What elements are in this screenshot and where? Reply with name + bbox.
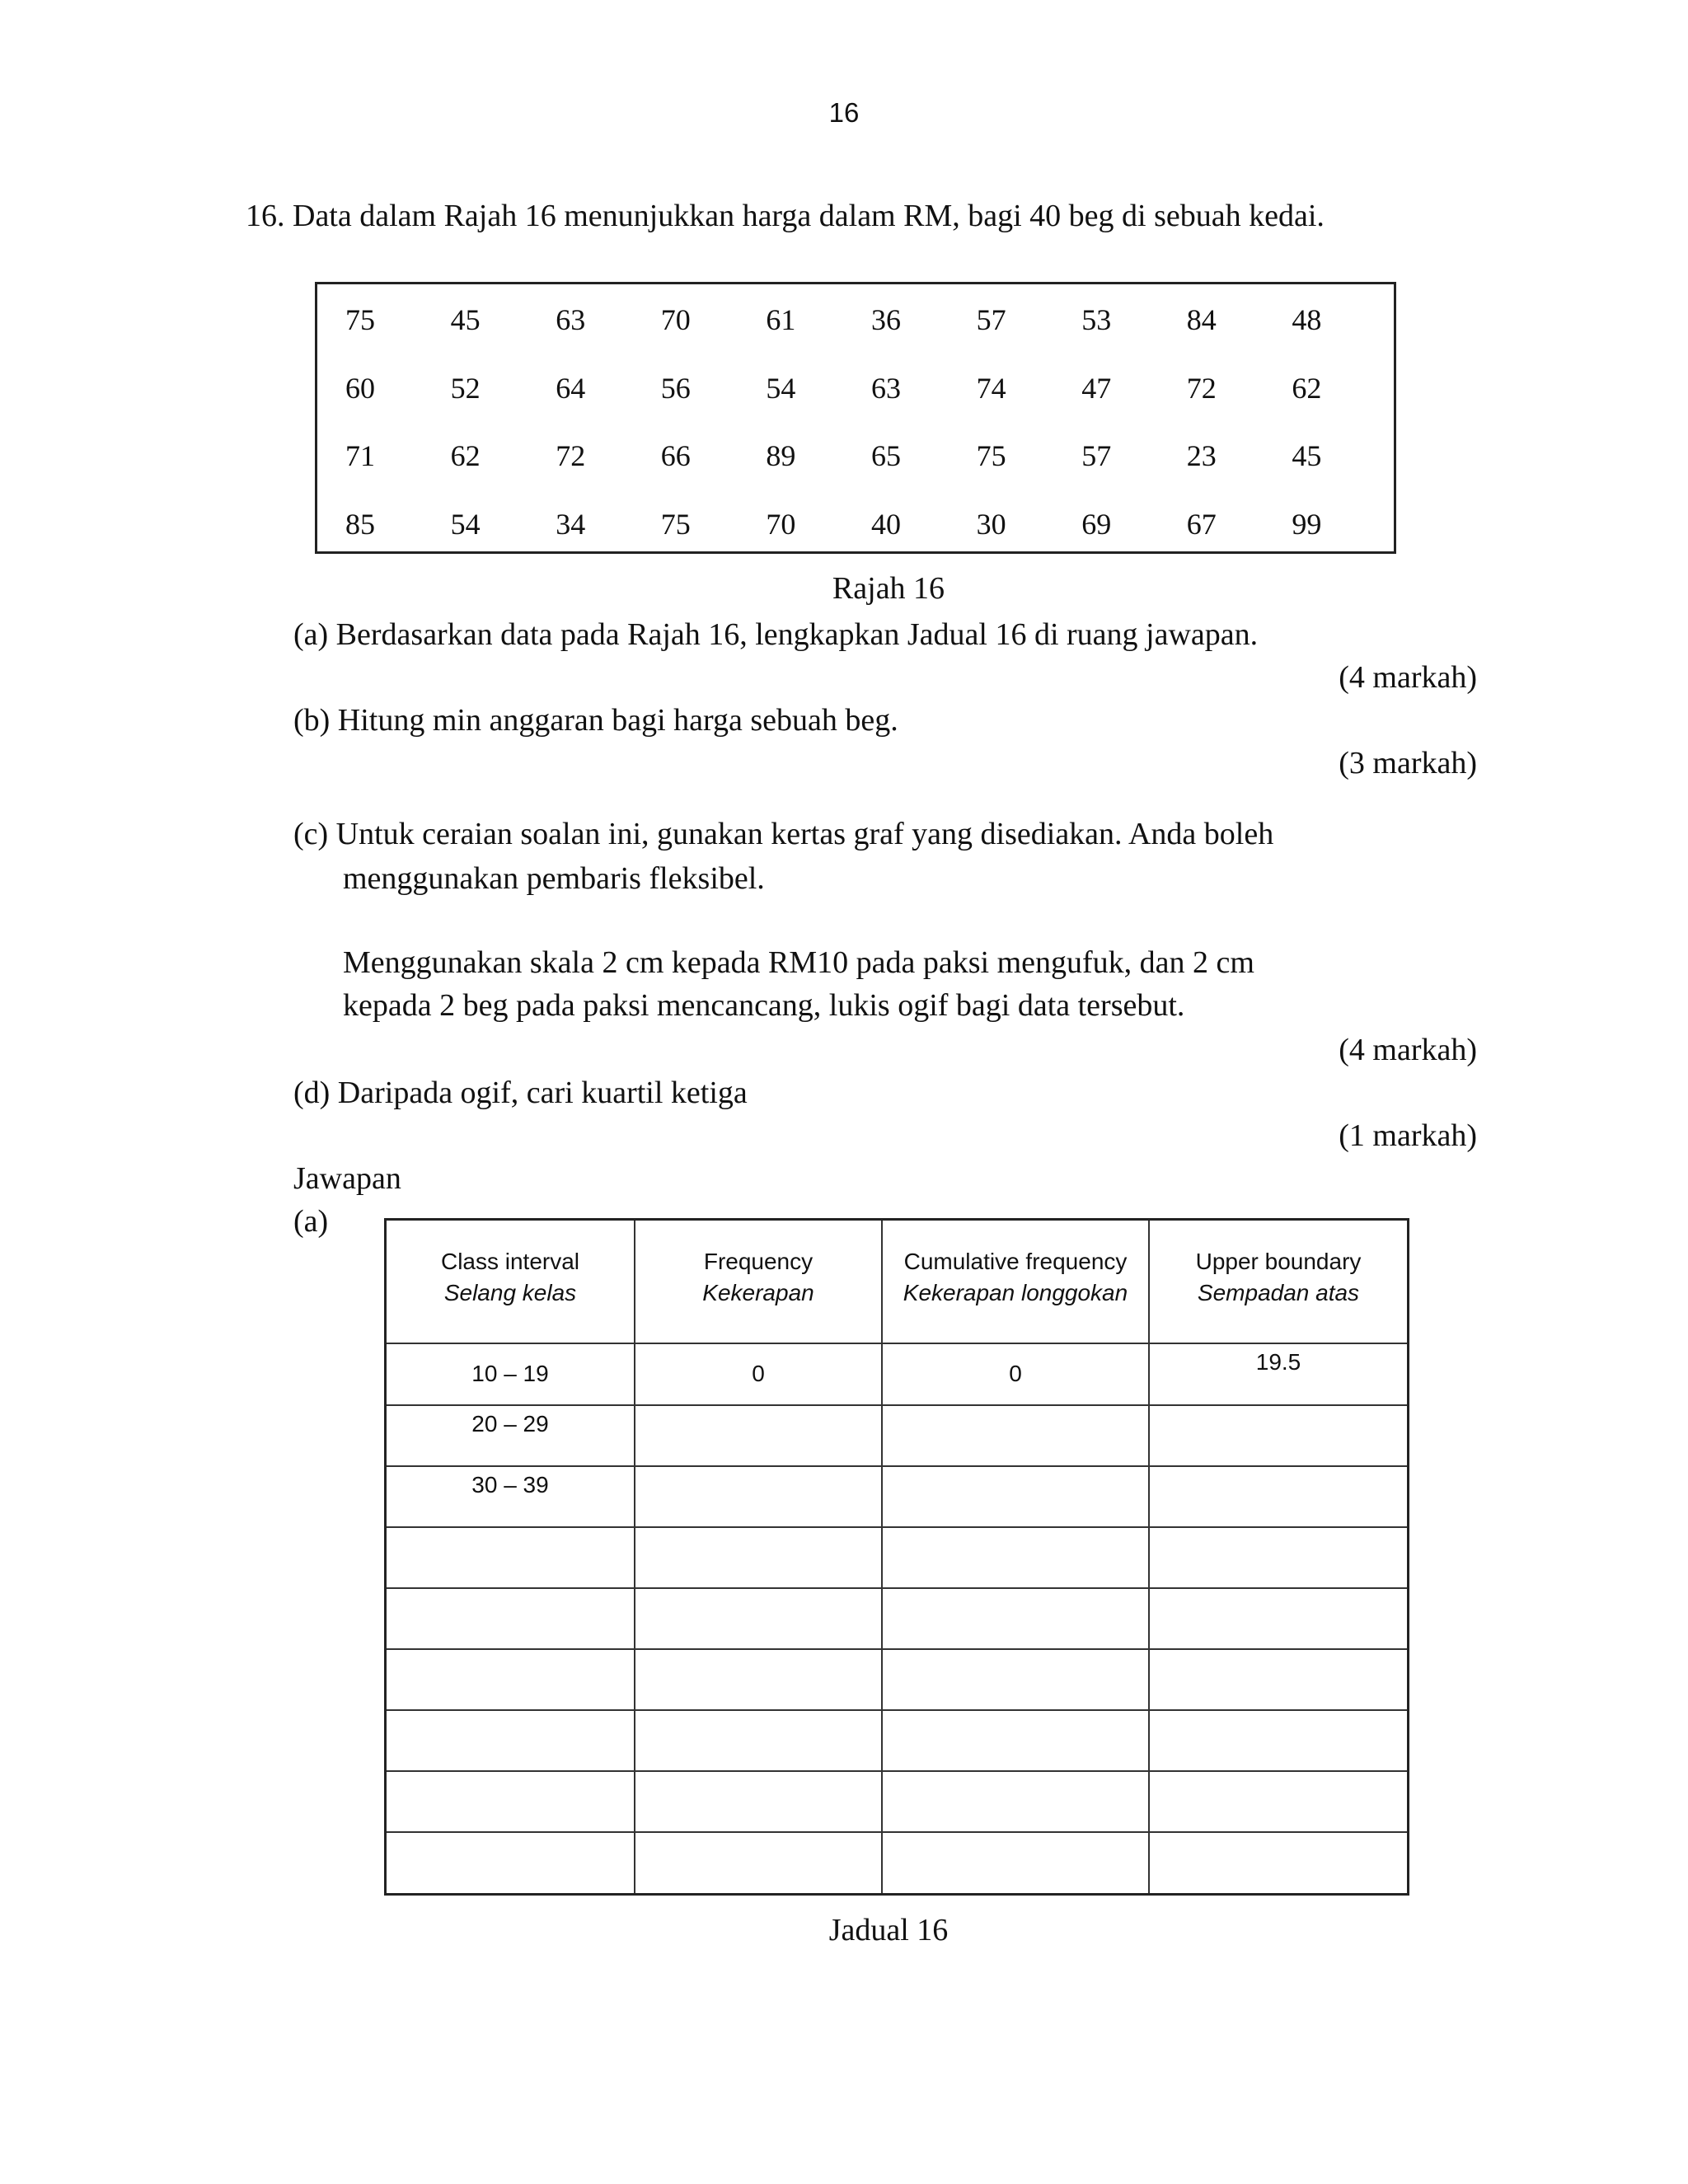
data-value: 63	[870, 371, 901, 405]
part-b-text: (b) Hitung min anggaran bagi harga sebuah beg.	[293, 703, 898, 738]
table-cell-class[interactable]	[387, 1528, 635, 1589]
data-value: 57	[976, 303, 1006, 337]
part-a-marks: (4 markah)	[1339, 660, 1477, 695]
data-value: 61	[766, 303, 796, 337]
data-value: 85	[345, 507, 375, 541]
data-value: 75	[345, 303, 375, 337]
table-cell-frequency[interactable]	[635, 1528, 883, 1589]
data-value: 48	[1292, 303, 1322, 337]
data-value: 54	[450, 507, 481, 541]
table-cell-cumulative[interactable]	[883, 1406, 1150, 1467]
table-cell-cumulative[interactable]	[883, 1772, 1150, 1833]
header-upper-boundary	[1150, 1221, 1407, 1344]
header-ms: Selang kelas	[443, 1280, 577, 1305]
table-cell-frequency[interactable]	[635, 1467, 883, 1528]
table-cell-frequency[interactable]	[635, 1650, 883, 1711]
data-figure	[315, 282, 1396, 554]
table-cell-cumulative[interactable]	[883, 1711, 1150, 1772]
table-cell-cumulative[interactable]	[883, 1528, 1150, 1589]
answer-part-label: (a)	[293, 1204, 329, 1239]
table-cell-frequency[interactable]	[635, 1772, 883, 1833]
table-cell-cumulative[interactable]	[883, 1833, 1150, 1893]
table-cell-upper-boundary[interactable]	[1150, 1772, 1407, 1833]
header-cumulative-frequency	[883, 1221, 1150, 1344]
data-value: 89	[766, 439, 796, 473]
header-en: Class interval	[440, 1249, 580, 1274]
data-value: 69	[1081, 507, 1112, 541]
data-value: 57	[1081, 439, 1112, 473]
table-cell-upper-boundary[interactable]	[1150, 1406, 1407, 1467]
table-cell-cumulative[interactable]	[883, 1650, 1150, 1711]
data-value: 62	[1292, 371, 1322, 405]
answer-heading: Jawapan	[293, 1161, 401, 1196]
part-b-marks: (3 markah)	[1339, 746, 1477, 780]
part-c-marks: (4 markah)	[1339, 1033, 1477, 1067]
question-intro: 16. Data dalam Rajah 16 menunjukkan harga dalam RM, bagi 40 beg di sebuah kedai.	[246, 199, 1325, 233]
data-value: 64	[556, 371, 586, 405]
table-cell-upper-boundary[interactable]	[1150, 1467, 1407, 1528]
table-cell-cumulative[interactable]	[883, 1467, 1150, 1528]
data-value: 45	[450, 303, 481, 337]
table-cell-frequency: 0	[635, 1344, 883, 1406]
table-cell-frequency[interactable]	[635, 1406, 883, 1467]
table-cell-frequency[interactable]	[635, 1589, 883, 1650]
data-value: 53	[1081, 303, 1112, 337]
data-value: 65	[870, 439, 901, 473]
table-cell-upper-boundary[interactable]	[1150, 1833, 1407, 1893]
table-cell-class[interactable]	[387, 1711, 635, 1772]
data-grid	[340, 284, 1392, 556]
data-value: 56	[660, 371, 691, 405]
table-cell-upper-boundary[interactable]	[1150, 1650, 1407, 1711]
figure-caption: Rajah 16	[832, 571, 945, 606]
table-cell-cumulative[interactable]	[883, 1589, 1150, 1650]
part-d-text: (d) Daripada ogif, cari kuartil ketiga	[293, 1076, 748, 1110]
data-value: 75	[660, 507, 691, 541]
data-value: 71	[345, 439, 375, 473]
header-en: Frequency	[703, 1249, 814, 1274]
header-ms: Kekerapan	[702, 1280, 814, 1305]
data-value: 63	[556, 303, 586, 337]
table-cell-upper-boundary[interactable]	[1150, 1711, 1407, 1772]
data-value: 70	[766, 507, 796, 541]
table-cell-class[interactable]	[387, 1772, 635, 1833]
table-cell-upper-boundary[interactable]	[1150, 1589, 1407, 1650]
data-value: 54	[766, 371, 796, 405]
part-c-line4: kepada 2 beg pada paksi mencancang, lukis ogif bagi data tersebut.	[343, 988, 1185, 1023]
table-caption: Jadual 16	[828, 1913, 949, 1947]
header-frequency	[635, 1221, 883, 1344]
data-value: 40	[870, 507, 901, 541]
part-d-marks: (1 markah)	[1339, 1118, 1477, 1153]
data-value: 45	[1292, 439, 1322, 473]
data-value: 34	[556, 507, 586, 541]
data-value: 84	[1186, 303, 1217, 337]
data-value: 23	[1186, 439, 1217, 473]
part-a-text: (a) Berdasarkan data pada Rajah 16, lengkapkan Jadual 16 di ruang jawapan.	[293, 617, 1259, 652]
table-cell-class: 20 – 29	[387, 1406, 635, 1467]
header-en: Upper boundary	[1195, 1249, 1362, 1274]
data-value: 30	[976, 507, 1006, 541]
part-c-line2: menggunakan pembaris fleksibel.	[343, 861, 765, 896]
answer-table	[384, 1218, 1409, 1896]
data-value: 72	[1186, 371, 1217, 405]
data-value: 75	[976, 439, 1006, 473]
table-cell-class[interactable]	[387, 1650, 635, 1711]
part-c-line3: Menggunakan skala 2 cm kepada RM10 pada paksi mengufuk, dan 2 cm	[343, 945, 1254, 980]
data-value: 66	[660, 439, 691, 473]
data-value: 36	[870, 303, 901, 337]
data-value: 74	[976, 371, 1006, 405]
table-cell-upper-boundary[interactable]	[1150, 1528, 1407, 1589]
data-value: 67	[1186, 507, 1217, 541]
data-value: 62	[450, 439, 481, 473]
data-value: 47	[1081, 371, 1112, 405]
table-cell-frequency[interactable]	[635, 1833, 883, 1893]
data-value: 99	[1292, 507, 1322, 541]
table-cell-class: 30 – 39	[387, 1467, 635, 1528]
table-cell-cumulative: 0	[883, 1344, 1150, 1406]
table-cell-class: 10 – 19	[387, 1344, 635, 1406]
table-cell-upper-boundary: 19.5	[1150, 1344, 1407, 1406]
header-ms: Sempadan atas	[1197, 1280, 1360, 1305]
data-value: 60	[345, 371, 375, 405]
table-cell-frequency[interactable]	[635, 1711, 883, 1772]
table-cell-class[interactable]	[387, 1833, 635, 1893]
data-value: 72	[556, 439, 586, 473]
part-c-line1: (c) Untuk ceraian soalan ini, gunakan kertas graf yang disediakan. Anda boleh	[293, 817, 1274, 851]
data-value: 52	[450, 371, 481, 405]
header-class-interval	[387, 1221, 635, 1344]
table-cell-class[interactable]	[387, 1589, 635, 1650]
header-en: Cumulative frequency	[903, 1249, 1128, 1274]
page-number: 16	[828, 97, 860, 128]
header-ms: Kekerapan longgokan	[903, 1280, 1128, 1305]
data-value: 70	[660, 303, 691, 337]
